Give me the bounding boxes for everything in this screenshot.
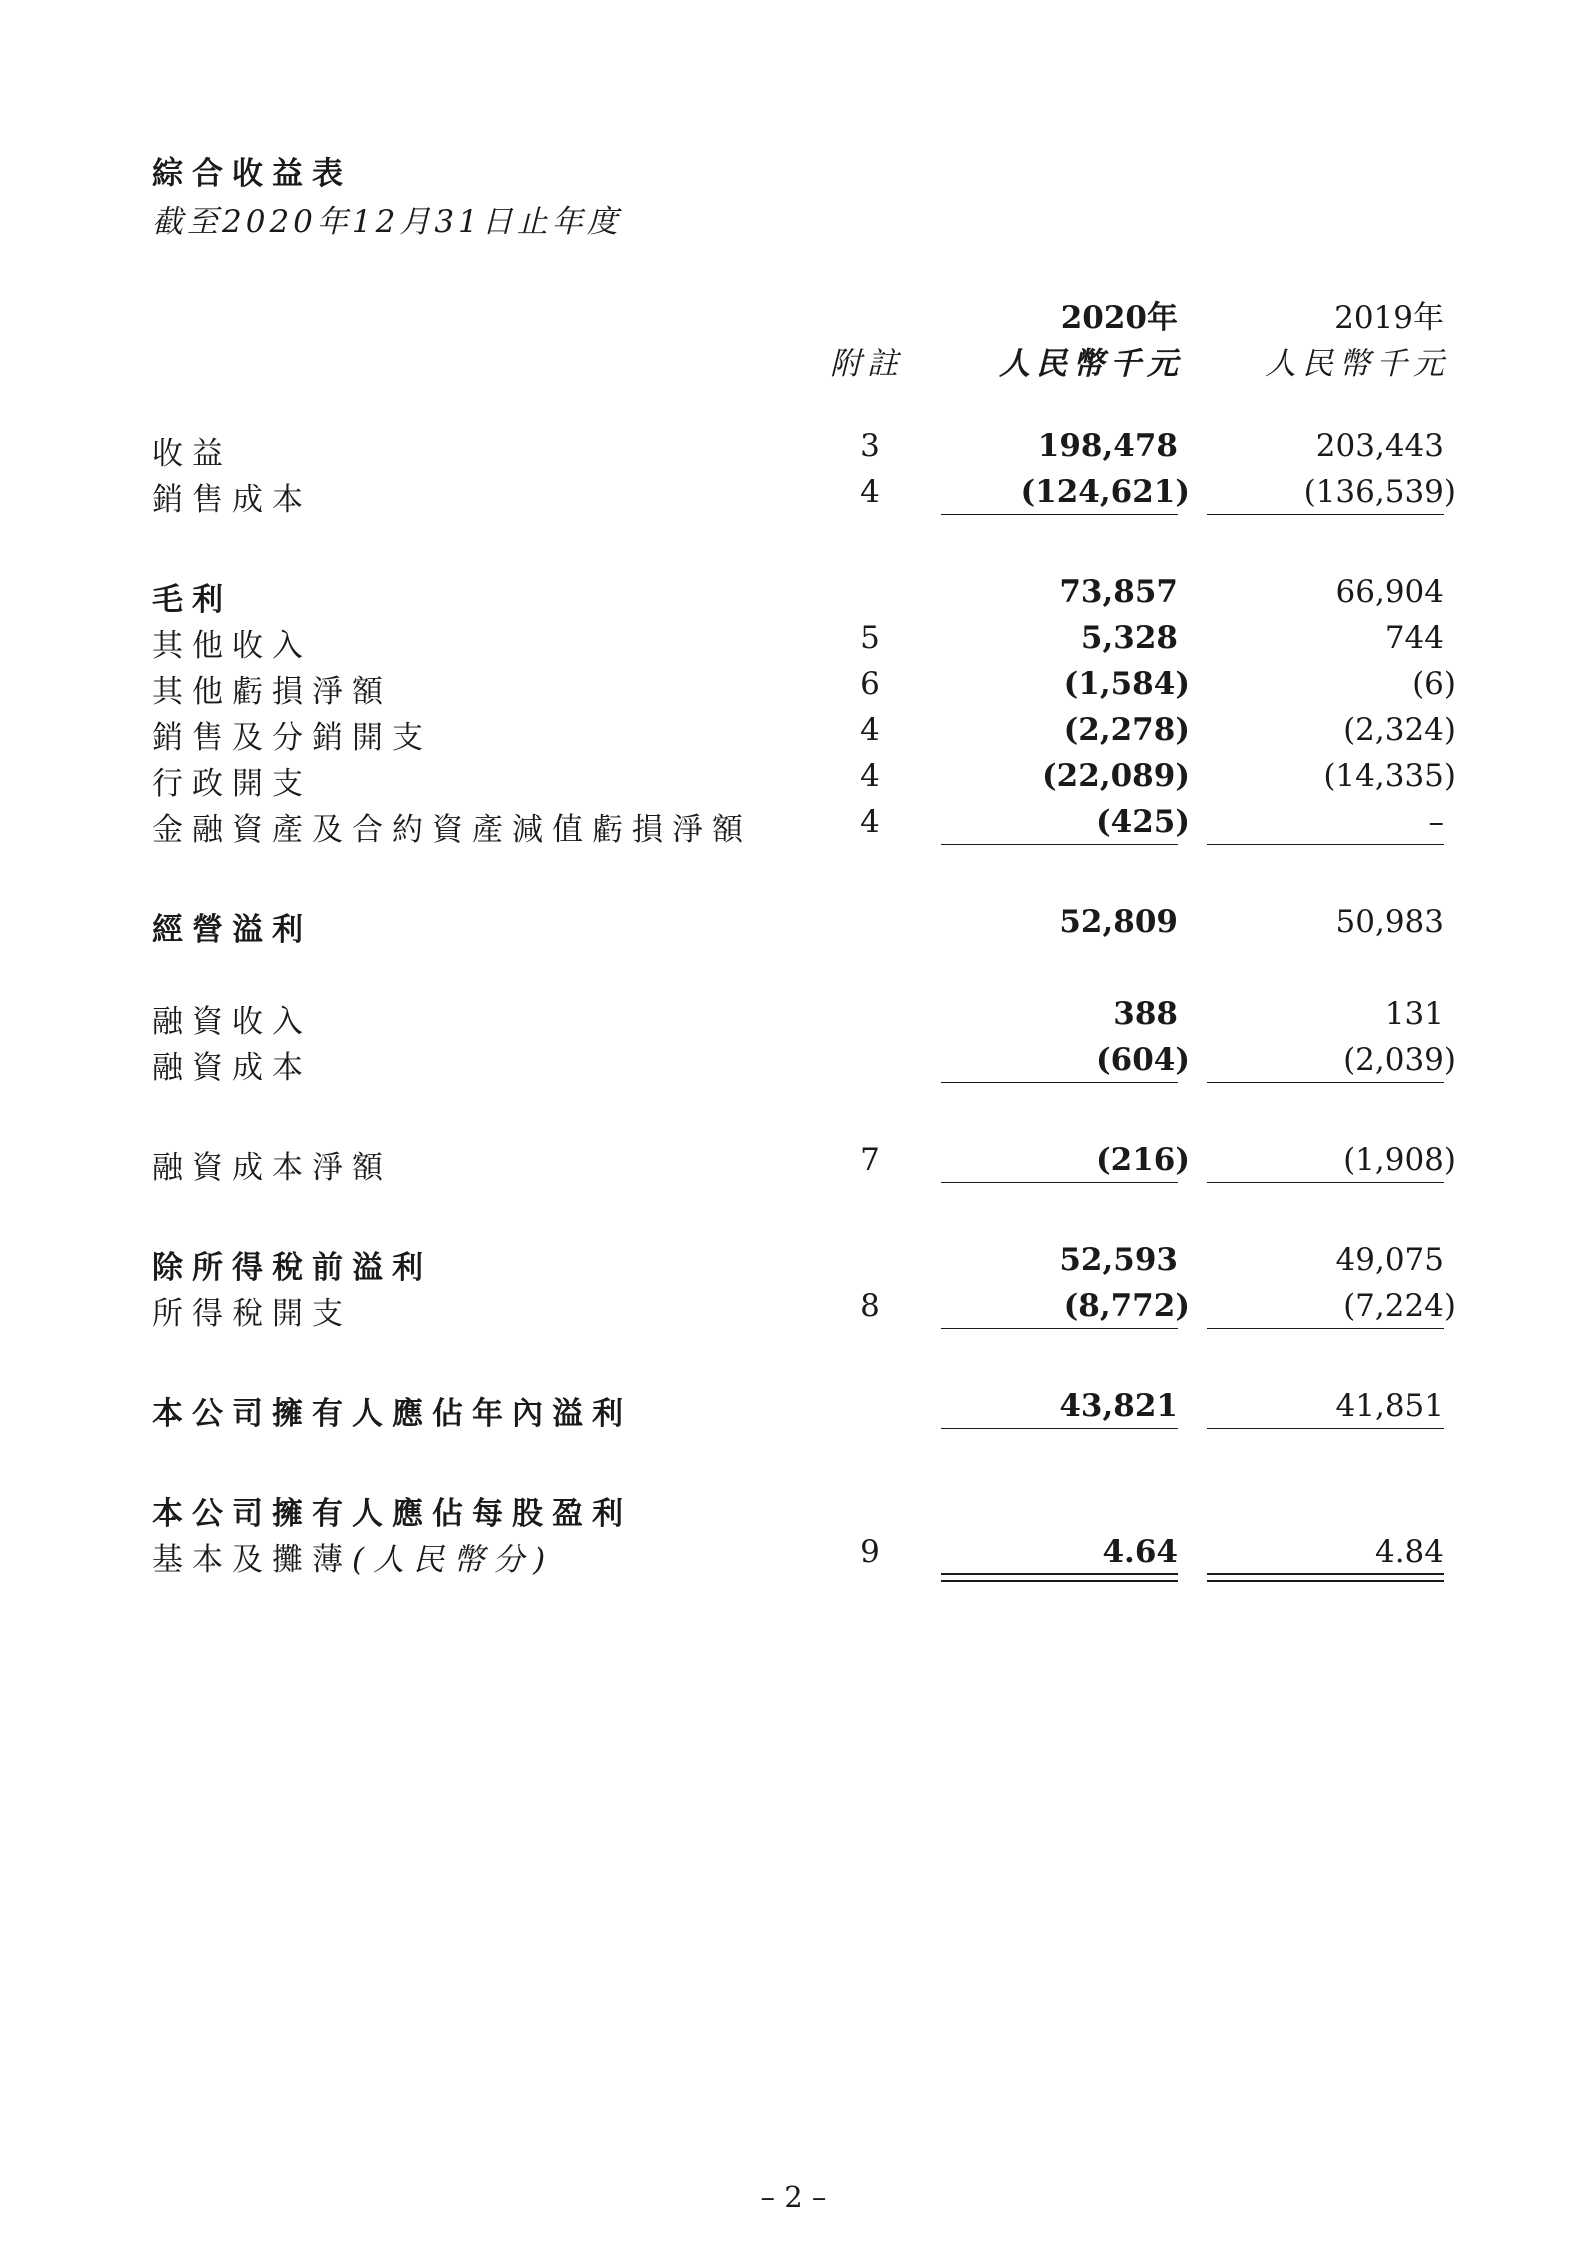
row-label: 其他虧損淨額 [152,674,392,710]
row-eps-basic-diluted [0,1534,1587,1578]
row-label: 金融資產及合約資產減值虧損淨額 [152,812,752,848]
row-label: 融資收入 [152,1004,312,1040]
row-finance-income [0,996,1587,1040]
row-value-2020: 388 [1113,996,1178,1032]
row-cost-of-sales [0,474,1587,518]
row-value-2020: (124,621) [1020,474,1190,510]
row-value-2019: 4.84 [1374,1534,1444,1570]
row-label: 銷售成本 [152,482,312,518]
row-operating-profit [0,904,1587,948]
row-note: 6 [860,666,880,702]
row-label: 除所得稅前溢利 [152,1250,432,1286]
row-note: 7 [860,1142,880,1178]
row-value-2020: 73,857 [1059,574,1178,610]
row-label: 融資成本 [152,1050,312,1086]
subtotal-rule-2019 [1207,1182,1444,1183]
subtotal-rule-2020 [941,1328,1178,1329]
double-rule-top-2020 [941,1573,1178,1575]
row-profit-before-tax [0,1242,1587,1286]
row-note: 5 [860,620,880,656]
statement-title: 綜合收益表 [152,156,352,192]
row-label: 所得稅開支 [152,1296,352,1332]
row-value-2020: 4.64 [1102,1534,1178,1570]
row-label: 毛利 [152,582,232,618]
row-note: 4 [860,804,880,840]
subtotal-rule-2019 [1207,844,1444,845]
col-2019-year-header: 2019年 [1334,300,1444,336]
row-value-2020: 198,478 [1037,428,1178,464]
col-note-header: 附註 [830,346,904,382]
row-value-2019: (2,039) [1343,1042,1456,1078]
subtotal-rule-2020 [941,844,1178,845]
page-number: – 2 – [760,2180,827,2214]
row-value-2019: 744 [1384,620,1444,656]
subtotal-rule-2019 [1207,1428,1444,1429]
subtotal-rule-2019 [1207,1328,1444,1329]
row-value-2019: (1,908) [1343,1142,1456,1178]
row-label: 收益 [152,436,232,472]
row-value-2020: (216) [1095,1142,1190,1178]
subtotal-rule-2019 [1207,514,1444,515]
subtotal-rule-2019 [1207,1082,1444,1083]
row-finance-costs-net [0,1142,1587,1186]
row-value-2020: (425) [1095,804,1190,840]
row-income-tax [0,1288,1587,1332]
row-value-2019: (7,224) [1343,1288,1456,1324]
row-note: 9 [860,1534,880,1570]
subtotal-rule-2020 [941,1428,1178,1429]
row-administrative [0,758,1587,802]
row-note: 4 [860,758,880,794]
row-finance-costs [0,1042,1587,1086]
row-selling-distribution [0,712,1587,756]
row-eps-heading [0,1488,1587,1532]
row-value-2020: 43,821 [1059,1388,1178,1424]
row-value-2019: (136,539) [1303,474,1456,510]
row-label: 經營溢利 [152,912,312,948]
row-value-2020: 52,809 [1059,904,1178,940]
col-2020-year-header: 2020年 [1060,300,1178,336]
double-rule-top-2019 [1207,1573,1444,1575]
row-label: 銷售及分銷開支 [152,720,432,756]
row-label: 融資成本淨額 [152,1150,392,1186]
row-value-2020: (604) [1095,1042,1190,1078]
subtotal-rule-2020 [941,1082,1178,1083]
row-gross-profit [0,574,1587,618]
subtotal-rule-2020 [941,1182,1178,1183]
row-revenue [0,428,1587,472]
row-label: 本公司擁有人應佔每股盈利 [152,1496,632,1532]
row-value-2020: (1,584) [1063,666,1190,702]
col-2020-unit-header: 人民幣千元 [999,346,1184,382]
row-note: 4 [860,474,880,510]
row-label [152,1534,554,1579]
row-value-2019: – [1428,804,1444,840]
row-label: 行政開支 [152,766,312,802]
row-note: 3 [860,428,880,464]
row-value-2019: 131 [1384,996,1444,1032]
row-value-2019: (2,324) [1343,712,1456,748]
row-value-2019: 49,075 [1335,1242,1444,1278]
row-label-unit: (人民幣分) [352,1542,555,1578]
row-value-2019: (6) [1412,666,1456,702]
row-other-losses-net [0,666,1587,710]
row-value-2020: 5,328 [1080,620,1178,656]
double-rule-bottom-2019 [1207,1580,1444,1582]
row-impairment-losses [0,804,1587,848]
row-other-income [0,620,1587,664]
row-value-2020: (22,089) [1042,758,1190,794]
row-value-2019: (14,335) [1323,758,1456,794]
subtotal-rule-2020 [941,514,1178,515]
row-value-2019: 41,851 [1335,1388,1444,1424]
row-label-text: 基本及攤薄 [152,1542,352,1578]
row-note: 4 [860,712,880,748]
row-label: 其他收入 [152,628,312,664]
row-value-2020: (8,772) [1063,1288,1190,1324]
row-value-2019: 66,904 [1335,574,1444,610]
row-value-2019: 203,443 [1315,428,1444,464]
statement-period: 截至2020年12月31日止年度 [152,204,622,240]
double-rule-bottom-2020 [941,1580,1178,1582]
row-label: 本公司擁有人應佔年內溢利 [152,1396,632,1432]
row-profit-for-year [0,1388,1587,1432]
row-value-2020: 52,593 [1059,1242,1178,1278]
row-value-2019: 50,983 [1335,904,1444,940]
col-2019-unit-header: 人民幣千元 [1265,346,1450,382]
row-value-2020: (2,278) [1063,712,1190,748]
row-note: 8 [860,1288,880,1324]
